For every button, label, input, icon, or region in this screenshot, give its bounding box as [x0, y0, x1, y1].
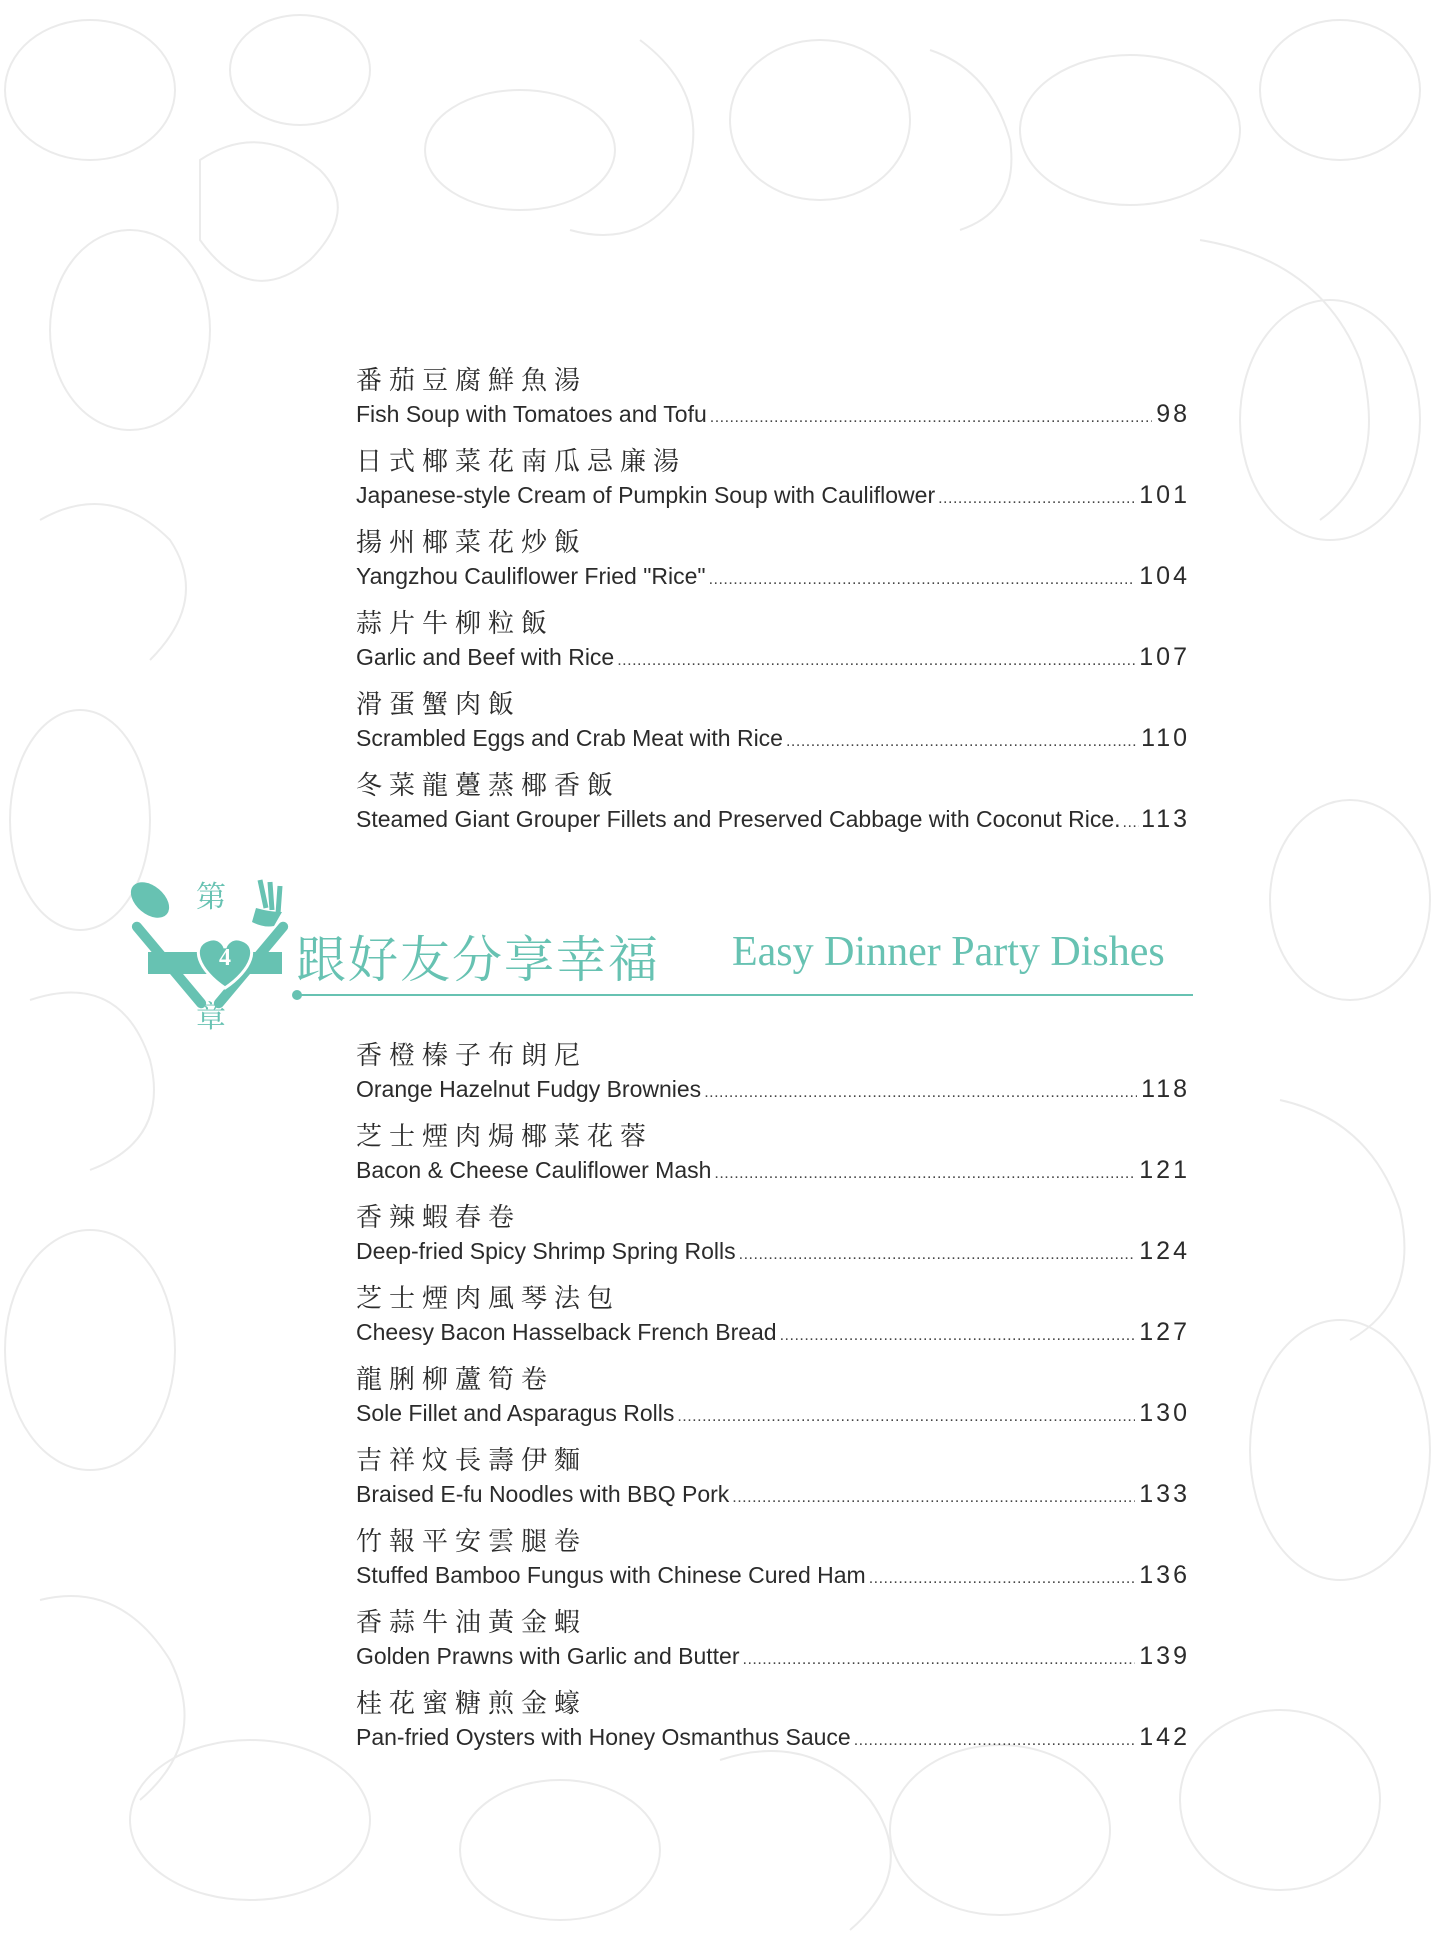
entry-title-en: Sole Fillet and Asparagus Rolls: [356, 1400, 675, 1426]
toc-entry[interactable]: [356, 684, 1190, 765]
entry-title-zh: 香橙榛子布朗尼: [356, 1041, 588, 1071]
entry-title-zh: 番茄豆腐鮮魚湯: [356, 366, 588, 396]
entry-title-zh: 吉祥炆長壽伊麵: [356, 1446, 588, 1476]
entry-page-number: 136: [1139, 1561, 1190, 1589]
dot-leader: [704, 1084, 1137, 1102]
dot-leader: [938, 490, 1135, 508]
entry-page-number: 139: [1139, 1642, 1190, 1670]
dot-leader: [617, 652, 1135, 670]
dot-leader: [677, 1408, 1135, 1426]
entry-title-en: Bacon & Cheese Cauliflower Mash: [356, 1157, 712, 1183]
toc-entry[interactable]: [356, 1440, 1190, 1521]
toc-entry[interactable]: [356, 1035, 1190, 1116]
dot-leader: [780, 1327, 1136, 1345]
entry-title-zh: 芝士煙肉焗椰菜花蓉: [356, 1122, 654, 1152]
dot-leader: [854, 1732, 1136, 1750]
chapter-suffix-char: 章: [196, 1000, 226, 1035]
entry-title-zh: 揚州椰菜花炒飯: [356, 528, 588, 558]
chapter-title-zh: 跟好友分享幸福: [296, 931, 660, 989]
entry-title-en: Garlic and Beef with Rice: [356, 644, 615, 670]
entry-title-zh: 日式椰菜花南瓜忌廉湯: [356, 447, 687, 477]
chapter-heading: [120, 870, 1200, 1040]
toc-entry[interactable]: [356, 441, 1190, 522]
dot-leader: [1123, 814, 1140, 832]
toc-entry[interactable]: [356, 1359, 1190, 1440]
toc-entry[interactable]: [356, 1278, 1190, 1359]
entry-title-zh: 芝士煙肉風琴法包: [356, 1284, 621, 1314]
entry-title-en: Stuffed Bamboo Fungus with Chinese Cured Ham: [356, 1562, 866, 1588]
entry-page-number: 101: [1139, 481, 1190, 509]
entry-page-number: 142: [1139, 1723, 1190, 1751]
entry-title-en: Deep-fried Spicy Shrimp Spring Rolls: [356, 1238, 736, 1264]
chapter-divider: [296, 994, 1193, 996]
entry-page-number: 113: [1141, 805, 1190, 833]
toc-entry[interactable]: [356, 1116, 1190, 1197]
entry-title-en: Fish Soup with Tomatoes and Tofu: [356, 401, 707, 427]
entry-page-number: 124: [1139, 1237, 1190, 1265]
dot-leader: [732, 1489, 1135, 1507]
entry-page-number: 110: [1141, 724, 1190, 752]
dot-leader: [714, 1165, 1135, 1183]
entry-title-zh: 香蒜牛油黃金蝦: [356, 1608, 588, 1638]
entry-title-zh: 香辣蝦春卷: [356, 1203, 522, 1233]
entry-title-zh: 蒜片牛柳粒飯: [356, 609, 555, 639]
dot-leader: [786, 733, 1137, 751]
entry-title-en: Japanese-style Cream of Pumpkin Soup with Cauliflower: [356, 482, 936, 508]
chapter-title-en: Easy Dinner Party Dishes: [732, 929, 1165, 975]
entry-title-en: Orange Hazelnut Fudgy Brownies: [356, 1076, 702, 1102]
toc-section-bottom: [356, 1035, 1190, 1764]
entry-title-zh: 竹報平安雲腿卷: [356, 1527, 588, 1557]
dot-leader: [710, 409, 1152, 427]
entry-page-number: 130: [1139, 1399, 1190, 1427]
dot-leader: [709, 571, 1136, 589]
entry-title-en: Yangzhou Cauliflower Fried "Rice": [356, 563, 706, 589]
entry-title-en: Cheesy Bacon Hasselback French Bread: [356, 1319, 777, 1345]
entry-title-en: Golden Prawns with Garlic and Butter: [356, 1643, 740, 1669]
entry-title-en: Scrambled Eggs and Crab Meat with Rice: [356, 725, 783, 751]
dot-leader: [869, 1570, 1136, 1588]
toc-entry[interactable]: [356, 1683, 1190, 1764]
toc-entry[interactable]: [356, 1197, 1190, 1278]
entry-page-number: 98: [1156, 400, 1190, 428]
toc-entry[interactable]: [356, 1602, 1190, 1683]
entry-title-en: Braised E-fu Noodles with BBQ Pork: [356, 1481, 730, 1507]
chapter-prefix-char: 第: [196, 880, 226, 915]
entry-page-number: 107: [1139, 643, 1190, 671]
dot-leader: [739, 1246, 1136, 1264]
toc-entry[interactable]: [356, 603, 1190, 684]
toc-entry[interactable]: [356, 1521, 1190, 1602]
entry-title-zh: 龍脷柳蘆筍卷: [356, 1365, 555, 1395]
dot-leader: [743, 1651, 1136, 1669]
entry-title-zh: 滑蛋蟹肉飯: [356, 690, 522, 720]
entry-title-zh: 桂花蜜糖煎金蠔: [356, 1689, 588, 1719]
entry-page-number: 118: [1141, 1075, 1190, 1103]
entry-page-number: 121: [1139, 1156, 1190, 1184]
entry-page-number: 127: [1139, 1318, 1190, 1346]
toc-entry[interactable]: [356, 522, 1190, 603]
entry-title-en: Pan-fried Oysters with Honey Osmanthus Sauce: [356, 1724, 851, 1750]
entry-page-number: 133: [1139, 1480, 1190, 1508]
toc-entry[interactable]: [356, 765, 1190, 846]
entry-page-number: 104: [1139, 562, 1190, 590]
entry-title-zh: 冬菜龍躉蒸椰香飯: [356, 771, 621, 801]
entry-title-en: Steamed Giant Grouper Fillets and Preserved Cabbage with Coconut Rice.: [356, 806, 1121, 832]
toc-section-top: [356, 360, 1190, 846]
chapter-number: 4: [219, 945, 231, 971]
toc-entry[interactable]: [356, 360, 1190, 441]
